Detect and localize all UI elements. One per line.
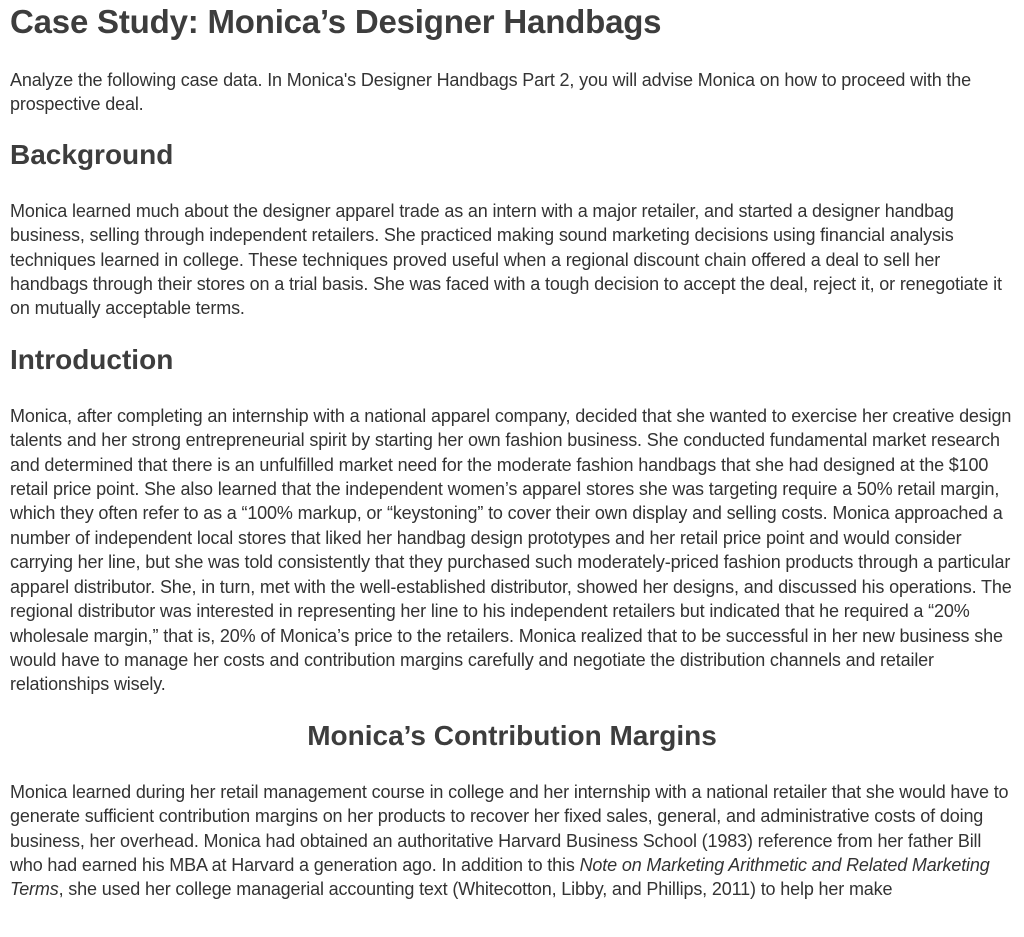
contribution-margins-heading: Monica’s Contribution Margins (307, 719, 717, 751)
background-paragraph: Monica learned much about the designer apparel trade as an intern with a major retailer, and started a designer handbag business, selling through independent retailers. She practiced making sound marketing decisions using financial analysis techniques learned in college. These techniques proved useful when a regional discount chain offered a deal to sell her handbags through their stores on a trial basis. She was faced with a tough decision to accept the deal, reject it, or renegotiate it on mutually acceptable terms. (10, 200, 1002, 319)
intro-paragraph: Analyze the following case data. In Monica's Designer Handbags Part 2, you will advise Monica on how to proceed with the prospective deal. (10, 70, 971, 115)
introduction-paragraph: Monica, after completing an internship with a national apparel company, decided that she wanted to exercise her creative design talents and her strong entrepreneurial spirit by starting her own fashion business. She conducted fundamental market research and determined that there is an unfulfilled market need for the moderate fashion handbags that she had designed at the $100 retail price point. She also learned that the independent women’s apparel stores she was targeting require a 50% retail margin, which they often refer to as a “100% markup, or “keystoning” to cover their own display and selling costs. Monica approached a number of independent local stores that liked her handbag design prototypes and her retail price point and would consider carrying her line, but she was told consistently that they purchased such moderately-priced fashion products through a particular apparel distributor. She, in turn, met with the well-established distributor, showed her designs, and discussed his operations. The regional distributor was interested in representing her line to his independent retailers but indicated that he required a “20% wholesale margin,” that is, 20% of Monica’s price to the retailers. Monica realized that to be successful in her new business she would have to manage her costs and contribution margins carefully and negotiate the distribution channels and retailer relationships wisely. (10, 405, 1012, 695)
contribution-margins-paragraph (10, 780, 1014, 902)
introduction-heading: Introduction (10, 343, 174, 375)
note-title-italic: Note on Marketing Arithmetic and Related Marketing Terms (10, 854, 990, 900)
background-heading: Background (10, 138, 174, 170)
page-title: Case Study: Monica’s Designer Handbags (10, 3, 662, 40)
document-page (10, 0, 1014, 902)
contribution-text-end: , she used her college managerial accounting text (Whitecotton, Libby, and Phillips, 2011) to help her make (58, 879, 893, 900)
contribution-text-start: Monica learned during her retail management course in college and her internship with a national retailer that she would have to generate sufficient contribution margins on her products to recover her fixed sales, general, and administrative costs of doing business, her overhead. Monica had obtained an authoritative Harvard Business School (1983) reference from her father Bill who had earned his MBA at Harvard a generation ago. In addition to this (10, 781, 1009, 875)
